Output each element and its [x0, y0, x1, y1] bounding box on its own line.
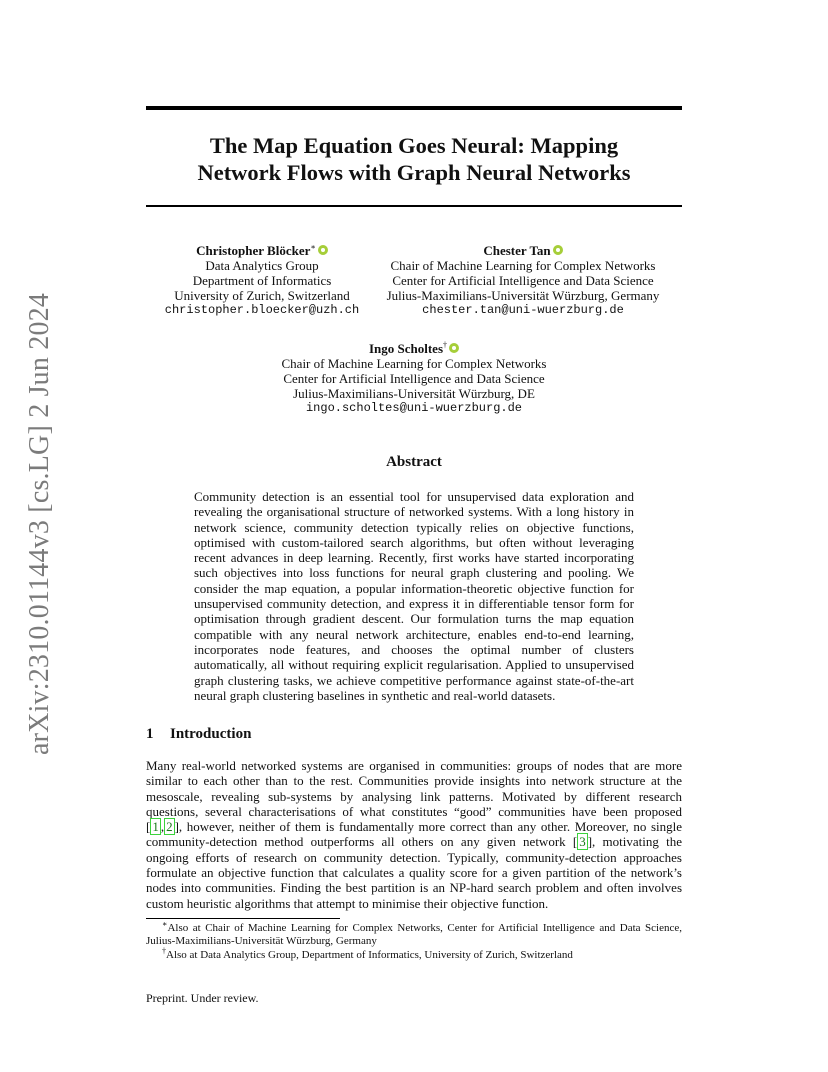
- footnote-rule: [146, 918, 340, 919]
- author-affiliation-line: Data Analytics Group: [205, 258, 319, 273]
- author-name: Chester Tan: [483, 243, 551, 258]
- author-email-link[interactable]: christopher.bloecker@uzh.ch: [164, 303, 360, 317]
- author-name: Ingo Scholtes: [368, 341, 444, 356]
- orcid-icon[interactable]: [318, 245, 328, 255]
- author-affiliation-line: Julius-Maximilians-Universität Würzburg, DE: [293, 386, 535, 401]
- author-email-link[interactable]: ingo.scholtes@uni-wuerzburg.de: [305, 401, 523, 415]
- author-affiliation-line: Chair of Machine Learning for Complex Networks: [281, 356, 547, 371]
- section-title: Introduction: [170, 726, 252, 742]
- footnote: [146, 919, 682, 949]
- section-heading: [146, 726, 251, 743]
- footnote-text: Also at Data Analytics Group, Department of Informatics, University of Zurich, Switzerland: [166, 948, 573, 961]
- author-block-tan: [368, 243, 678, 318]
- title-line-2: Network Flows with Graph Neural Networks: [197, 160, 631, 185]
- paper-title: [146, 132, 682, 186]
- intro-paragraph: [146, 758, 682, 911]
- citation-link[interactable]: 1: [152, 819, 159, 835]
- title-rule-top: [146, 106, 682, 110]
- author-name: Christopher Blöcker: [196, 243, 311, 258]
- footnote: [146, 946, 682, 962]
- author-block-blocker: [152, 243, 372, 318]
- author-affiliation-mark: ∗: [310, 242, 316, 252]
- author-block-scholtes: [246, 341, 582, 416]
- citation-link[interactable]: 3: [579, 834, 586, 850]
- citation-link[interactable]: 2: [166, 819, 173, 835]
- section-number: 1: [146, 726, 154, 742]
- arxiv-identifier: arXiv:2310.01144v3 [cs.LG] 2 Jun 2024: [24, 292, 55, 756]
- author-affiliation-line: Center for Artificial Intelligence and Data Science: [392, 273, 654, 288]
- footnote-mark: ∗: [162, 919, 168, 929]
- intro-text: ,: [160, 819, 165, 835]
- orcid-icon[interactable]: [553, 245, 563, 255]
- footnote-mark: †: [162, 946, 166, 956]
- title-rule-bottom: [146, 205, 682, 207]
- author-affiliation-line: Chair of Machine Learning for Complex Networks: [390, 258, 656, 273]
- author-affiliation-line: Center for Artificial Intelligence and Data Science: [283, 371, 545, 386]
- title-line-1: The Map Equation Goes Neural: Mapping: [209, 133, 619, 158]
- abstract-heading: Abstract: [386, 454, 442, 470]
- author-affiliation-line: Department of Informatics: [192, 273, 332, 288]
- author-affiliation-line: Julius-Maximilians-Universität Würzburg, Germany: [386, 288, 660, 303]
- intro-text: ], however, neither of them is fundamentally more correct than any other. Moreover, no single community-detection method outperforms all others on any given network [: [146, 819, 682, 850]
- author-affiliation-line: University of Zurich, Switzerland: [174, 288, 350, 303]
- footnote-text: Also at Chair of Machine Learning for Complex Networks, Center for Artificial Intelligence and Data Science, Julius-Maximilians-Universität Würzburg, Germany: [146, 922, 682, 948]
- intro-text: ], motivating the ongoing efforts of research on community detection. Typically, community-detection approaches formulate an objective function that calculates a quality score for a given partition of the network’s nodes into communities. Finding the best partition is an NP-hard search problem and often involves custom heuristic algorithms that attempt to minimise their objective function.: [146, 834, 682, 911]
- footnotes: [146, 919, 682, 962]
- orcid-icon[interactable]: [449, 343, 459, 353]
- abstract-text: Community detection is an essential tool for unsupervised data exploration and revealing the organisational structure of networked systems. With a long history in network science, community detection typically relies on objective functions, optimised with custom-tailored search algorithms, but often without leveraging recent advances in deep learning. Recently, first works have started incorporating such objectives into loss functions for neural graph clustering and pooling. We consider the map equation, a popular information-theoretic objective function for unsupervised community detection, and express it in differentiable tensor form for optimisation through gradient descent. Our formulation turns the map equation compatible with any neural network architecture, enables end-to-end learning, incorporates node features, and chooses the optimal number of clusters automatically, all without requiring explicit regularisation. Applied to unsupervised graph clustering tasks, we achieve competitive performance against state-of-the-art neural graph clustering baselines in synthetic and real-world datasets.: [194, 489, 634, 703]
- intro-text: Many real-world networked systems are organised in communities: groups of nodes that are more similar to each other than to the rest. Communities provide insights into network structure at the mesoscale, revealing sub-systems by analysing link patterns. Motivated by different research questions, several characterisations of what constitutes “good” communities have been proposed [: [146, 758, 682, 835]
- author-email-link[interactable]: chester.tan@uni-wuerzburg.de: [422, 303, 624, 317]
- author-affiliation-mark: †: [443, 340, 448, 350]
- preprint-footer: Preprint. Under review.: [146, 991, 259, 1005]
